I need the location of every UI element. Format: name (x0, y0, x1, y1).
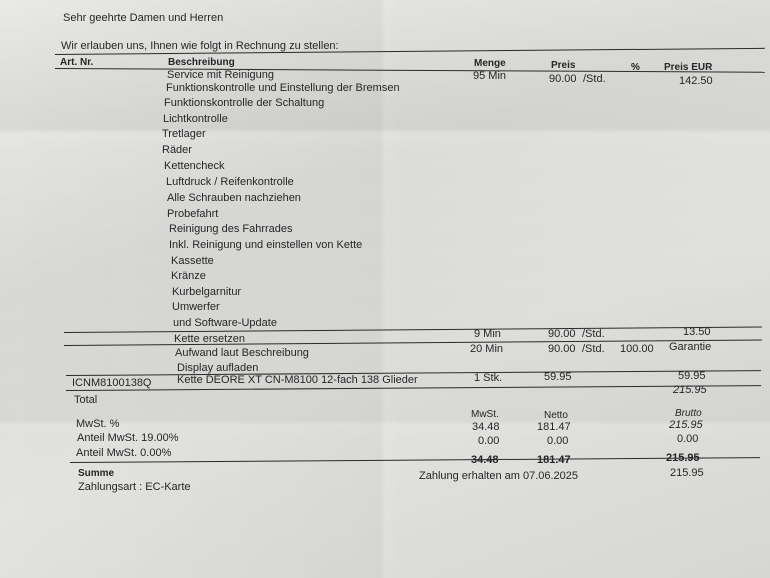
service-menge: 95 Min (473, 70, 507, 82)
summe-value: 215.95 (670, 467, 704, 479)
subitem: Luftdruck / Reifenkontrolle (166, 176, 294, 188)
aufwand-prozent: 100.00 (620, 343, 654, 355)
service-unit: /Std. (583, 73, 606, 85)
subitem: Reinigung des Fahrrades (169, 223, 293, 235)
tax-row-netto: 0.00 (547, 435, 569, 447)
part-menge: 1 Stk. (474, 372, 503, 384)
part-art-nr: ICNM8100138Q (72, 377, 152, 389)
tax-row-label: Anteil MwSt. 19.00% (77, 432, 179, 444)
subitem: und Software-Update (173, 317, 277, 329)
subitem: Kettencheck (164, 160, 225, 172)
subitem: Tretlager (162, 128, 206, 140)
greeting: Sehr geehrte Damen und Herren (63, 12, 224, 24)
summe-label: Summe (78, 468, 115, 479)
part-description: Kette DEORE XT CN-M8100 12-fach 138 Glieder (177, 374, 418, 386)
subitem: Kurbelgarnitur (172, 286, 242, 298)
aufwand-menge: 20 Min (470, 343, 504, 355)
tax-row-brutto: 0.00 (677, 433, 699, 445)
sum-mwst: 34.48 (471, 454, 499, 466)
tax-row-mwst: 0.00 (478, 435, 500, 447)
total-value: 215.95 (673, 384, 707, 396)
header-preis: Preis (551, 60, 576, 71)
kette-preis-eur: 13.50 (683, 326, 711, 338)
aufwand-unit: /Std. (582, 343, 605, 355)
display-description: Display aufladen (177, 362, 259, 374)
kette-unit: /Std. (582, 328, 605, 340)
part-preis-eur: 59.95 (678, 370, 706, 382)
total-label: Total (74, 394, 98, 406)
sum-netto: 181.47 (537, 454, 571, 466)
tax-label-mwst-pct: MwSt. % (76, 418, 120, 430)
tax-row-netto: 181.47 (537, 421, 571, 433)
zahlungsart: Zahlungsart : EC-Karte (78, 481, 191, 493)
kette-menge: 9 Min (474, 328, 501, 340)
aufwand-preis: 90.00 (548, 343, 576, 355)
part-preis: 59.95 (544, 371, 572, 383)
tax-col-mwst: MwSt. (471, 409, 499, 420)
tax-col-netto: Netto (544, 410, 568, 421)
aufwand-preis-eur: Garantie (669, 341, 712, 353)
subitem: Alle Schrauben nachziehen (167, 192, 301, 204)
aufwand-description: Aufwand laut Beschreibung (175, 347, 309, 359)
subitem: Funktionskontrolle und Einstellung der Bremsen (166, 82, 400, 94)
subitem: Umwerfer (172, 301, 220, 313)
subitem: Räder (162, 144, 192, 156)
service-preis-eur: 142.50 (679, 75, 713, 87)
item-separator-rule (64, 340, 762, 346)
sum-rule (70, 457, 760, 463)
subitem: Probefahrt (167, 208, 219, 220)
header-menge: Menge (474, 58, 506, 69)
tax-row-label: Anteil MwSt. 0.00% (76, 447, 172, 459)
tax-col-brutto: Brutto (675, 408, 702, 419)
tax-row-mwst: 34.48 (472, 421, 500, 433)
header-percent: % (631, 62, 640, 73)
subitem: Lichtkontrolle (163, 113, 228, 125)
kette-description: Kette ersetzen (174, 333, 245, 345)
header-art-nr: Art. Nr. (60, 57, 94, 68)
subitem: Funktionskontrolle der Schaltung (164, 97, 325, 109)
service-preis: 90.00 (549, 73, 577, 85)
header-beschreibung: Beschreibung (168, 57, 235, 68)
intro-text: Wir erlauben uns, Ihnen wie folgt in Rechnung zu stellen: (61, 40, 339, 52)
header-preis-eur: Preis EUR (664, 62, 713, 73)
sum-brutto: 215.95 (666, 452, 700, 464)
subitem: Kränze (171, 270, 206, 282)
subitem: Inkl. Reinigung und einstellen von Kette (169, 239, 363, 251)
header-bottom-rule (55, 68, 765, 73)
subitem: Kassette (171, 255, 214, 267)
service-description: Service mit Reinigung (167, 69, 274, 81)
tax-row-brutto: 215.95 (669, 419, 703, 431)
kette-preis: 90.00 (548, 328, 576, 340)
item-separator-rule (64, 327, 762, 333)
payment-note: Zahlung erhalten am 07.06.2025 (419, 470, 579, 482)
